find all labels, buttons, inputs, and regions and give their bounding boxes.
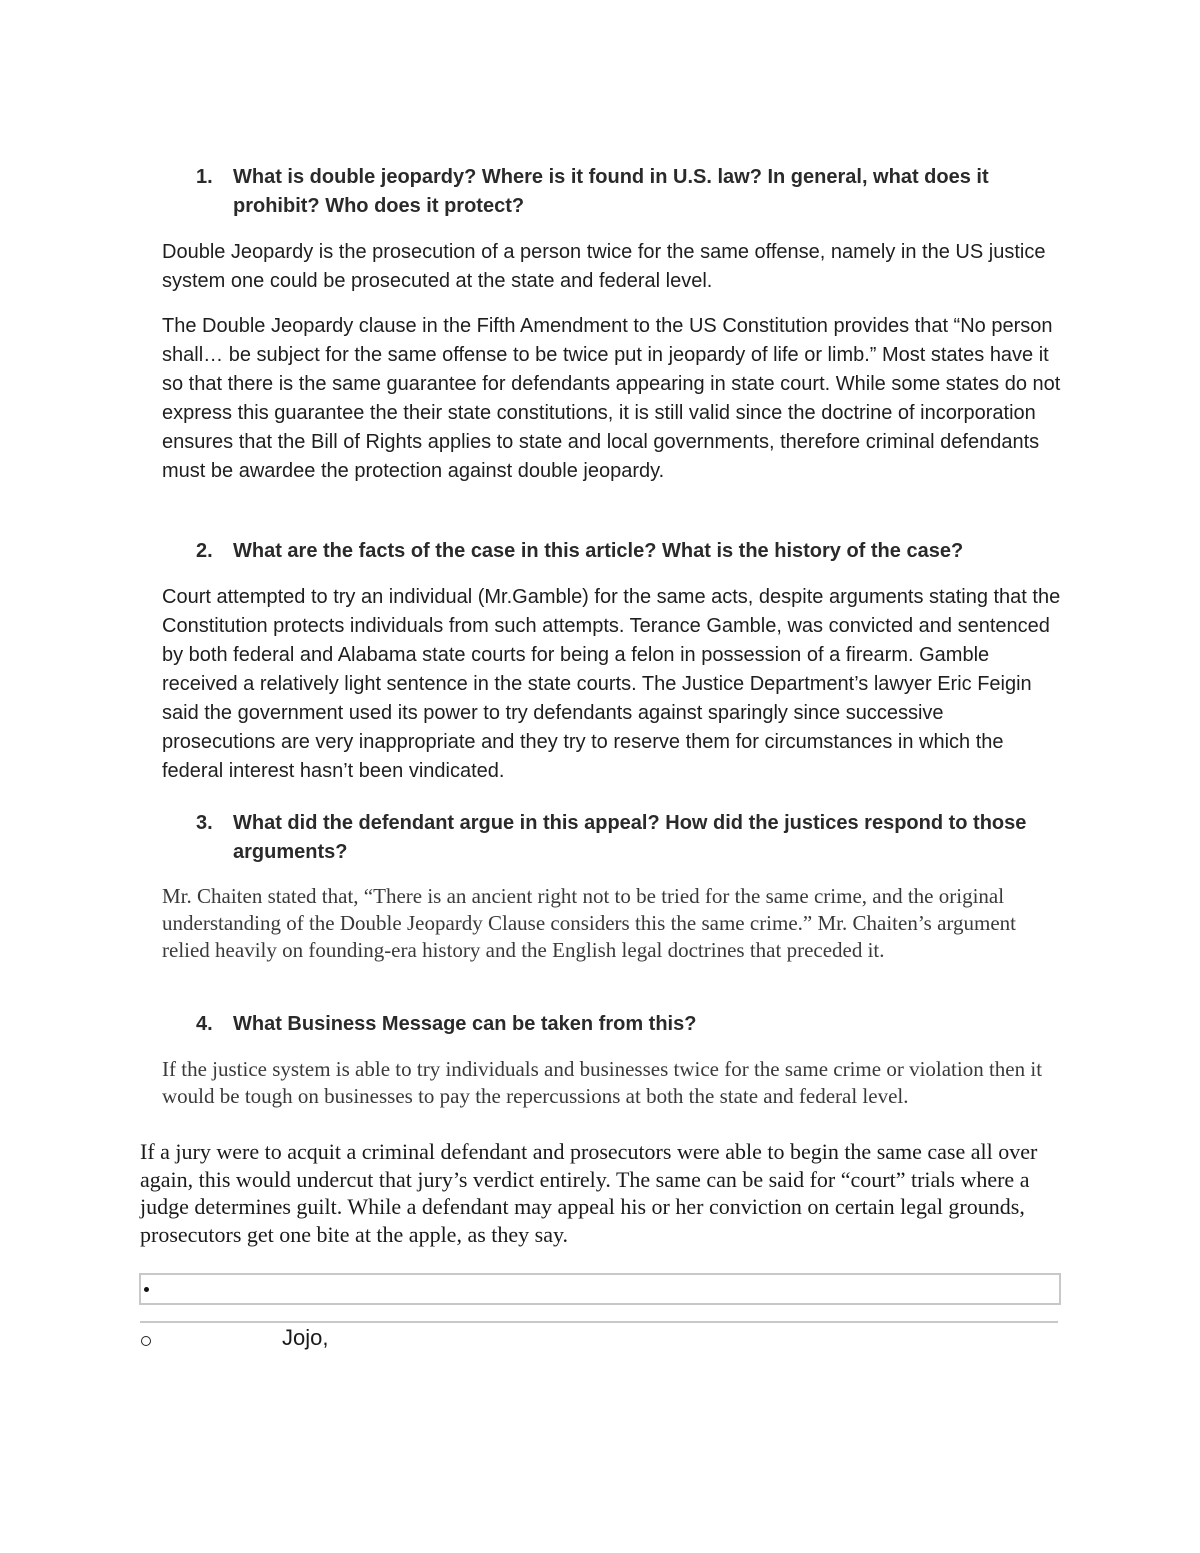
circle-bullet-icon <box>141 1336 151 1346</box>
question-1 <box>196 163 1066 221</box>
answer-3-paragraph: Mr. Chaiten stated that, “There is an ancient right not to be tried for the same crime, and the original understanding of the Double Jeopardy Clause considers this the same crime.” Mr. Chaiten’s argument relied heavily on founding-era history and the English legal doctrines that preceded it. <box>162 884 1016 962</box>
bullet-text-box[interactable] <box>139 1273 1061 1305</box>
answer-1-paragraph-1: Double Jeopardy is the prosecution of a person twice for the same offense, namely in the US justice system one could be prosecuted at the state and federal level. <box>162 241 1046 292</box>
question-3 <box>196 809 1066 867</box>
answer-1-paragraph-2: The Double Jeopardy clause in the Fifth Amendment to the US Constitution provides that “No person shall… be subject for the same offense to be twice put in jeopardy of life or limb.” Most states have it so that there is the same guarantee for defendants appearing in state court. While some states do not express this guarantee the their state constitutions, it is still valid since the doctrine of incorporation ensures that the Bill of Rights applies to state and local governments, therefore criminal defendants must be awardee the protection against double jeopardy. <box>162 315 1061 482</box>
question-text: What is double jeopardy? Where is it found in U.S. law? In general, what does it prohibit? Who does it protect? <box>233 166 989 217</box>
answer-2-paragraph: Court attempted to try an individual (Mr.Gamble) for the same acts, despite arguments stating that the Constitution protects individuals from such attempts. Terance Gamble, was convicted and sentenced by both federal and Alabama state courts for being a felon in possession of a firearm. Gamble received a relatively light sentence in the state courts. The Justice Department’s lawyer Eric Feigin said the government used its power to try defendants against sparingly since successive prosecutions are very inappropriate and they try to reserve them for circumstances in which the federal interest hasn’t been vindicated. <box>162 586 1061 782</box>
question-text: What Business Message can be taken from this? <box>233 1013 697 1035</box>
question-text: What are the facts of the case in this article? What is the history of the case? <box>233 540 964 562</box>
horizontal-divider <box>140 1321 1058 1323</box>
question-text: What did the defendant argue in this appeal? How did the justices respond to those arguments? <box>233 812 1027 863</box>
bullet-dot-icon <box>144 1287 149 1292</box>
signature: Jojo, <box>282 1325 329 1350</box>
closing-paragraph: If a jury were to acquit a criminal defendant and prosecutors were able to begin the same case all over again, this would undercut that jury’s verdict entirely. The same can be said for “court” trials where a judge determines guilt. While a defendant may appeal his or her conviction on certain legal grounds, prosecutors get one bite at the apple, as they say. <box>140 1139 1038 1247</box>
question-number: 3. <box>196 812 213 834</box>
question-number: 4. <box>196 1013 213 1035</box>
question-number: 1. <box>196 166 213 188</box>
question-4 <box>196 1010 1066 1039</box>
question-2 <box>196 537 1066 566</box>
question-number: 2. <box>196 540 213 562</box>
answer-4-paragraph: If the justice system is able to try individuals and businesses twice for the same crime or violation then it would be tough on businesses to pay the repercussions at both the state and federal level. <box>162 1057 1043 1108</box>
